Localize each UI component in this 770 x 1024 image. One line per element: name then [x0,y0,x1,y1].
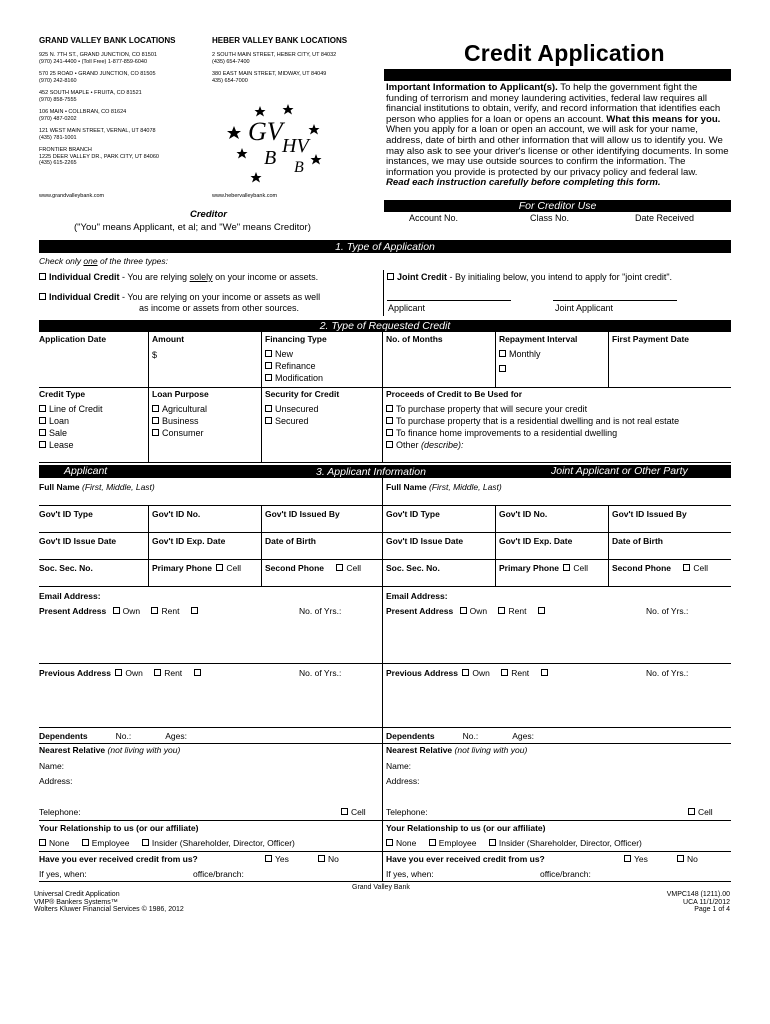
applicant-email-field[interactable]: Email Address: [39,591,101,601]
joint-present-years[interactable]: No. of Yrs.: [646,606,689,616]
checkbox[interactable] [541,669,548,676]
applicant-id-type-field[interactable]: Gov't ID Type [39,509,93,519]
field-text: Own [469,606,488,616]
field-text: Cell [698,807,713,817]
option-text: - By initialing below, you intend to apply for "joint credit". [447,272,673,282]
proceeds-secure-property[interactable] [386,404,587,414]
checkbox[interactable] [386,839,393,846]
gv-location-line: (435) 781-1001 [39,134,77,141]
rule [39,881,731,882]
applicant-initial-line[interactable] [387,300,511,301]
joint-second-phone-field[interactable] [612,563,708,573]
option-text: Insider (Shareholder, Director, Officer) [498,838,642,848]
security-secured[interactable] [265,416,309,426]
applicant-present-address-field[interactable] [39,606,201,616]
applicant-relationship-options[interactable] [39,838,295,849]
first-payment-date-field[interactable]: First Payment Date [612,334,689,344]
divider [608,332,609,387]
proceeds-residential-dwelling[interactable] [386,416,679,426]
checkbox[interactable] [265,362,272,369]
checkbox[interactable] [115,669,122,676]
checkbox[interactable] [142,839,149,846]
hv-location-line: 380 EAST MAIN STREET, MIDWAY, UT 84049 [212,71,327,77]
financing-refinance[interactable] [265,361,316,371]
individual-credit-other-text: as income or assets from other sources. [139,303,300,313]
field-label: Second Phone [612,563,672,573]
joint-id-exp-date-field[interactable]: Gov't ID Exp. Date [499,536,573,546]
option-text: To purchase property that is a residential dwelling and is not real estate [396,416,680,426]
checkbox[interactable] [265,374,272,381]
svg-text:B: B [264,147,277,169]
applicant-id-no-field[interactable]: Gov't ID No. [152,509,201,519]
check-text: of the three types: [97,256,169,266]
option-text: Sale [49,428,68,438]
field-label: Previous Address [39,668,111,678]
checkbox[interactable] [39,417,46,424]
section-3-title: 3. Applicant Information [316,466,426,478]
checkbox[interactable] [563,564,570,571]
rule [39,559,731,560]
option-label: Joint Credit [397,272,448,282]
joint-id-no-field[interactable]: Gov't ID No. [499,509,548,519]
field-text: Own [472,668,490,678]
joint-previous-address-field[interactable] [386,668,551,678]
applicant-id-issue-date-field[interactable]: Gov't ID Issue Date [39,536,117,546]
gv-location-line: (435) 615-2265 [39,160,77,166]
option-text: Unsecured [275,404,319,414]
repayment-other[interactable] [499,364,509,374]
repayment-interval-label: Repayment Interval [499,334,578,344]
footer-line: VMPC148 (1211).00 [666,891,730,898]
gv-location-line: (970) 242-8160 [39,77,77,84]
field-label: Present Address [39,606,107,616]
applicant-previous-address-field[interactable] [39,668,204,678]
checkbox[interactable] [39,293,46,300]
hv-locations-title: HEBER VALLEY BANK LOCATIONS [212,36,348,45]
security-label: Security for Credit [265,389,340,399]
checkbox[interactable] [152,417,159,424]
option-text: Business [162,416,199,426]
rule [39,505,731,506]
joint-received-no[interactable] [677,854,698,865]
option-text: Agricultural [162,404,208,414]
rule [39,743,731,744]
checkbox[interactable] [318,855,325,862]
applicant-nearest-relative-label [39,745,180,755]
loan-purpose-label: Loan Purpose [152,389,209,399]
applicant-full-name-field[interactable] [39,482,155,492]
applicant-id-exp-date-field[interactable]: Gov't ID Exp. Date [152,536,226,546]
applicant-primary-phone-field[interactable] [152,563,241,573]
field-text: Rent [508,606,527,616]
financing-new[interactable] [265,349,293,359]
checkbox[interactable] [386,417,393,424]
joint-primary-phone-field[interactable] [499,563,588,573]
joint-id-issue-date-field[interactable]: Gov't ID Issue Date [386,536,464,546]
applicant-relative-address-field[interactable]: Address: [39,776,73,786]
gv-location-line: 1225 DEER VALLEY DR., PARK CITY, UT 84060 [39,153,159,160]
creditor-label: Creditor [190,209,227,220]
applicant-id-issued-by-field[interactable]: Gov't ID Issued By [265,509,340,519]
checkbox[interactable] [265,417,272,424]
joint-relative-telephone-field[interactable]: Telephone: [386,807,428,817]
applicant-relationship-label: Your Relationship to us (or our affiliate) [39,823,199,833]
joint-dob-field[interactable]: Date of Birth [612,536,663,546]
creditor-means-text: ("You" means Applicant, et al; and "We" means Creditor) [74,222,311,233]
checkbox[interactable] [499,350,506,357]
field-label: Primary Phone [499,563,559,573]
checkbox[interactable] [386,405,393,412]
checkbox[interactable] [387,273,394,280]
credit-type-loan[interactable] [39,416,69,426]
field-hint: (not living with you) [107,745,181,755]
checkbox[interactable] [39,429,46,436]
section-2-bar: 2. Type of Requested Credit [39,320,731,332]
checkbox[interactable] [683,564,690,571]
joint-relationship-options[interactable] [386,838,642,849]
amount-field[interactable]: Amount [152,334,185,344]
application-date-field[interactable]: Application Date [39,334,107,344]
footer-bank-name: Grand Valley Bank [352,884,410,891]
hv-location-line: 2 SOUTH MAIN STREET, HEBER CITY, UT 84032 [212,52,337,58]
divider [148,505,149,586]
divider [382,332,383,462]
no-of-months-field[interactable]: No. of Months [386,334,443,344]
field-text: Ages: [165,731,187,741]
applicant-label: Applicant [388,303,426,313]
option-text: Line of Credit [49,404,103,414]
checkbox[interactable] [152,429,159,436]
joint-previous-years[interactable]: No. of Yrs.: [646,668,689,678]
checkbox[interactable] [265,855,272,862]
notice-intro-text: To help the government fight the funding of terrorism and money laundering activities, federal law requires all financial institutions to obtain, verify, and record information that identifies each person who applies for a loan or opens an account. [386,82,721,125]
option-text: Insider (Shareholder, Director, Officer) [151,838,295,848]
field-hint: (First, Middle, Last) [429,482,502,492]
checkbox[interactable] [152,405,159,412]
option-text: - You are relying [119,272,190,282]
gv-location-line: FRONTIER BRANCH [39,147,92,153]
applicant-received-no[interactable] [318,854,339,865]
hv-location-line: (435) 654-7400 [212,58,250,65]
security-unsecured[interactable] [265,404,319,414]
gv-location-line: (970) 241-4400 • (Toll Free) 1-877-859-6040 [39,58,148,65]
field-label: Previous Address [386,668,458,678]
field-text: Own [122,606,141,616]
checkbox[interactable] [489,839,496,846]
applicant-office-branch-field[interactable]: office/branch: [193,869,244,879]
checkbox[interactable] [154,669,161,676]
field-label: Primary Phone [152,563,212,573]
rule [39,727,731,728]
notice-intro-heading: Important Information to Applicant(s). [386,82,558,93]
joint-dependents-field[interactable] [386,731,534,741]
proceeds-home-improvements[interactable] [386,428,617,438]
applicant-received-yes[interactable] [265,854,289,865]
option-text: New [275,349,294,359]
checkbox[interactable] [336,564,343,571]
footer-left [34,891,184,914]
applicant-ssn-field[interactable]: Soc. Sec. No. [39,563,93,573]
gv-website: www.grandvalleybank.com [39,193,105,199]
creditor-use-bar: For Creditor Use [384,200,731,212]
field-hint: (First, Middle, Last) [82,482,155,492]
gv-location-line: 106 MAIN • COLLBRAN, CO 81624 [39,109,127,115]
rule [39,462,731,463]
important-notice [386,83,729,189]
rule [39,820,731,821]
check-text: one [83,256,98,266]
divider [261,505,262,586]
checkbox[interactable] [265,350,272,357]
checkbox[interactable] [498,607,505,614]
form-title: Credit Application [464,40,665,66]
section-1-bar: 1. Type of Application [39,241,731,253]
option-text: To purchase property that will secure your credit [396,404,588,414]
checkbox[interactable] [39,405,46,412]
checkbox[interactable] [538,607,545,614]
rule [39,532,731,533]
gv-locations-title: GRAND VALLEY BANK LOCATIONS [39,36,176,45]
option-text: - You are relying on your income or assets as well [119,292,321,302]
joint-relative-address-field[interactable]: Address: [386,776,420,786]
joint-full-name-field[interactable] [386,482,502,492]
joint-id-type-field[interactable]: Gov't ID Type [386,509,440,519]
notice-read-instruction: Read each instruction carefully before completing this form. [386,177,661,189]
joint-received-credit-label: Have you ever received credit from us? [386,854,545,864]
option-text: Yes [275,854,289,864]
checkbox[interactable] [386,429,393,436]
option-text: Consumer [162,428,204,438]
checkbox[interactable] [39,839,46,846]
checkbox[interactable] [39,273,46,280]
checkbox[interactable] [462,669,469,676]
rule [39,851,731,852]
svg-text:GV: GV [248,117,283,146]
class-no-field[interactable]: Class No. [530,213,570,223]
field-label: Second Phone [265,563,325,573]
financing-type-label: Financing Type [265,334,327,344]
option-text: on your income or assets. [212,272,319,282]
divider [261,332,262,462]
option-label: Individual Credit [49,292,120,302]
joint-relative-name-field[interactable]: Name: [386,761,412,771]
gv-location-line: 925 N. 7TH ST., GRAND JUNCTION, CO 81501 [39,52,157,58]
checkbox[interactable] [501,669,508,676]
gv-location-line: 452 SOUTH MAPLE • FRUITA, CO 81521 [39,90,142,96]
option-text: None [396,838,417,848]
checkbox[interactable] [624,855,631,862]
gv-location-line: (970) 487-0202 [39,115,77,122]
joint-email-field[interactable]: Email Address: [386,591,448,601]
option-text: Other [396,440,422,450]
field-text: Cell [351,807,366,817]
checkbox[interactable] [39,441,46,448]
bank-logo [222,98,332,188]
option-text: To finance home improvements to a residential dwelling [396,428,618,438]
checkbox[interactable] [191,607,198,614]
option-text: Lease [49,440,74,450]
field-label: Nearest Relative [386,745,453,755]
option-text: Refinance [275,361,316,371]
joint-nearest-relative-label [386,745,527,755]
rule [39,387,731,388]
loan-purpose-business[interactable] [152,416,199,426]
applicant-if-yes-when-field[interactable]: If yes, when: [39,869,87,879]
notice-means-heading: What this means for you. [606,113,721,125]
checkbox[interactable] [216,564,223,571]
checkbox[interactable] [265,405,272,412]
checkbox[interactable] [688,808,695,815]
proceeds-other[interactable] [386,440,464,450]
option-text: solely [189,272,213,282]
checkbox[interactable] [113,607,120,614]
footer-right [630,891,730,914]
divider [608,505,609,586]
joint-relative-cell-option[interactable] [688,807,713,818]
applicant-second-phone-field[interactable] [265,563,361,573]
credit-type-label: Credit Type [39,389,86,399]
option-label: Individual Credit [49,272,120,282]
field-label: Nearest Relative [39,745,106,755]
repayment-monthly[interactable] [499,349,541,359]
checkbox[interactable] [386,441,393,448]
field-label: Dependents [386,731,435,741]
rule [39,663,731,664]
applicant-relative-telephone-field[interactable]: Telephone: [39,807,81,817]
notice-means-text: When you apply for a loan or open an account, we will ask for your name, address, date of birth and other information that will allow us to identify you. We may also ask to see your driver's license or other identifying documents. In some instances, we may use outside sources to confirm the information. The information you provide is protected by our privacy policy and federal law. [386,124,729,178]
option-text: Monthly [509,349,541,359]
rule [39,586,731,587]
option-text: No [687,854,698,864]
joint-column-title: Joint Applicant or Other Party [551,465,688,477]
field-text: Cell [573,563,589,573]
check-instruction [39,256,168,267]
field-text: No.: [462,731,479,741]
joint-if-yes-when-field[interactable]: If yes, when: [386,869,434,879]
field-label: Dependents [39,731,88,741]
field-text: Cell [226,563,242,573]
hv-locations-list [212,52,336,84]
footer-line: VMP® Bankers Systems™ [34,898,118,906]
gv-location-line: (970) 858-7555 [39,96,77,103]
checkbox[interactable] [429,839,436,846]
field-text: No.: [115,731,132,741]
field-text: Ages: [512,731,534,741]
applicant-relative-name-field[interactable]: Name: [39,761,65,771]
account-no-field[interactable]: Account No. [409,213,459,223]
option-text: (describe): [421,440,464,450]
checkbox[interactable] [341,808,348,815]
field-text: Cell [693,563,709,573]
joint-relationship-label: Your Relationship to us (or our affiliate) [386,823,546,833]
checkbox[interactable] [677,855,684,862]
joint-applicant-initial-line[interactable] [553,300,677,301]
loan-purpose-consumer[interactable] [152,428,204,438]
joint-applicant-label: Joint Applicant [555,303,614,313]
joint-ssn-field[interactable]: Soc. Sec. No. [386,563,440,573]
svg-text:B: B [294,159,304,176]
individual-credit-solely-option[interactable] [39,272,318,283]
footer-line: Universal Credit Application [34,891,120,898]
credit-type-sale[interactable] [39,428,67,438]
checkbox[interactable] [194,669,201,676]
applicant-previous-years[interactable]: No. of Yrs.: [299,668,342,678]
gv-location-line: 121 WEST MAIN STREET, VERNAL, UT 84078 [39,128,156,134]
dollar-sign: $ [152,350,158,360]
applicant-relative-cell-option[interactable] [341,807,366,818]
hv-location-line: 435) 654-7000 [212,77,248,84]
checkbox[interactable] [499,365,506,372]
gv-locations-list [39,52,159,167]
option-text: No [328,854,339,864]
loan-purpose-agricultural[interactable] [152,404,207,414]
credit-type-lease[interactable] [39,440,74,450]
individual-credit-other-option[interactable] [39,292,320,303]
option-text: Modification [275,373,324,383]
field-text: Rent [164,668,183,678]
option-text: Loan [49,416,70,426]
option-text: Secured [275,416,309,426]
field-text: Own [125,668,143,678]
joint-received-yes[interactable] [624,854,648,865]
divider [383,270,384,316]
joint-id-issued-by-field[interactable]: Gov't ID Issued By [612,509,687,519]
field-label: Full Name [386,482,427,492]
financing-modification[interactable] [265,373,323,383]
option-text: None [49,838,70,848]
field-label: Full Name [39,482,80,492]
option-text: Yes [634,854,648,864]
checkbox[interactable] [460,607,467,614]
option-text: Employee [438,838,477,848]
applicant-dependents-field[interactable] [39,731,187,741]
field-label: Present Address [386,606,454,616]
title-bar [384,69,731,81]
option-text: Employee [91,838,130,848]
joint-present-address-field[interactable] [386,606,548,616]
credit-type-line-of-credit[interactable] [39,404,103,414]
svg-text:HV: HV [282,135,309,157]
divider [495,332,496,387]
applicant-dob-field[interactable]: Date of Birth [265,536,316,546]
divider [495,505,496,586]
checkbox[interactable] [151,607,158,614]
applicant-received-credit-label: Have you ever received credit from us? [39,854,198,864]
hv-website: www.hebervalleybank.com [212,193,278,199]
joint-office-branch-field[interactable]: office/branch: [540,869,591,879]
proceeds-label: Proceeds of Credit to Be Used for [386,389,523,399]
joint-credit-option[interactable] [387,272,672,283]
applicant-present-years[interactable]: No. of Yrs.: [299,606,342,616]
date-received-field[interactable]: Date Received [635,213,695,223]
footer-line: Page 1 of 4 [694,906,730,913]
divider [148,332,149,462]
field-hint: (not living with you) [454,745,528,755]
field-text: Rent [161,606,180,616]
field-text: Rent [511,668,530,678]
footer-line: UCA 11/1/2012 [683,898,730,906]
check-text: Check only [39,256,84,266]
applicant-column-title: Applicant [64,465,108,477]
field-text: Cell [346,563,362,573]
checkbox[interactable] [82,839,89,846]
footer-line: Wolters Kluwer Financial Services © 1986, 2012 [34,906,184,913]
gv-location-line: 570 25 ROAD • GRAND JUNCTION, CO 81505 [39,71,156,77]
